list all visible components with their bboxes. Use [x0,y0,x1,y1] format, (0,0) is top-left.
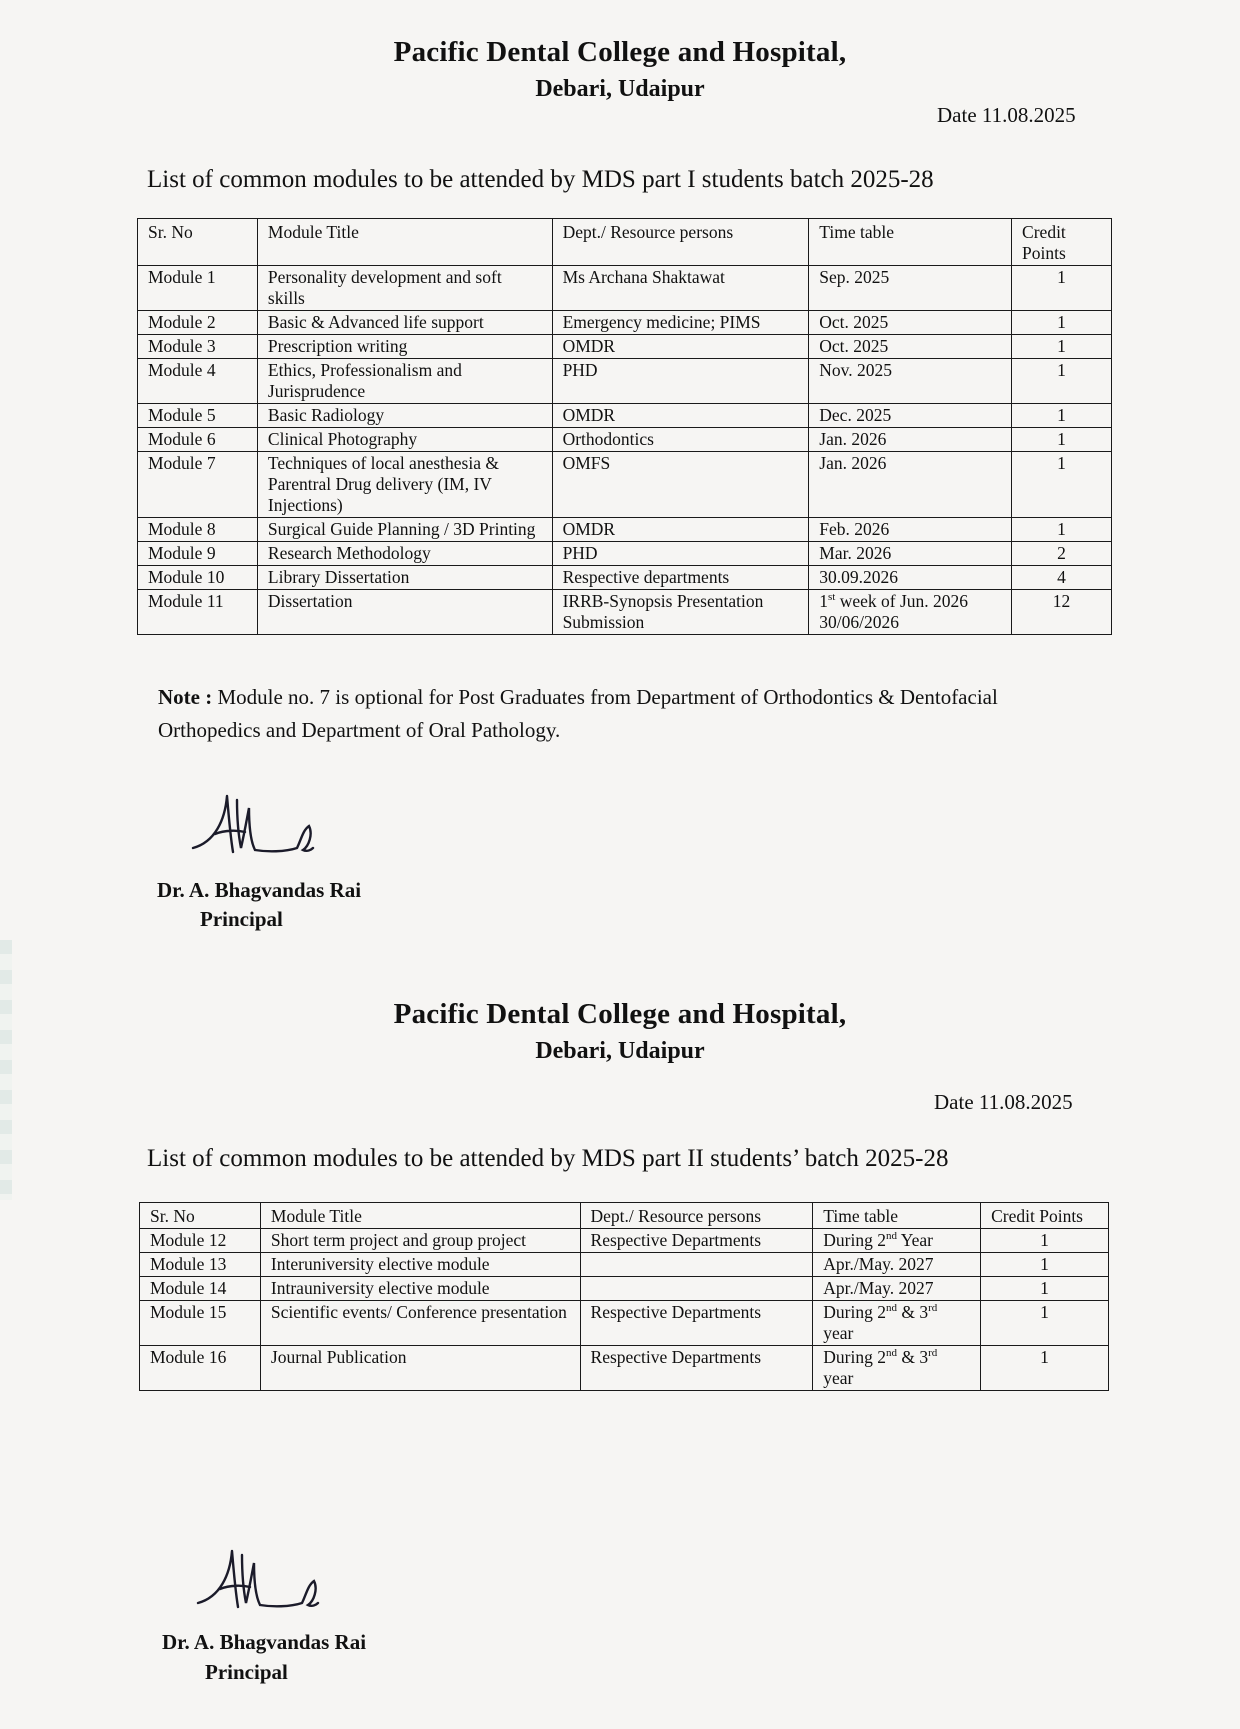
column-header: Time table [813,1203,981,1229]
table-row [138,452,1112,518]
time-table-cell: Apr./May. 2027 [813,1277,981,1301]
time-table-cell: Oct. 2025 [809,311,1012,335]
table-row [140,1277,1109,1301]
table-header-row [138,219,1112,266]
time-table-cell: Dec. 2025 [809,404,1012,428]
signatory-name: Dr. A. Bhagvandas Rai [162,1630,367,1654]
institution-name: Pacific Dental College and Hospital, [393,36,847,68]
sr-no-cell: Module 9 [138,542,258,566]
credit-cell: 1 [981,1277,1109,1301]
sr-no-cell: Module 10 [138,566,258,590]
list-title: List of common modules to be attended by MDS part II students’ batch 2025-28 [147,1145,949,1172]
module-title-cell: Clinical Photography [257,428,552,452]
credit-cell: 2 [1012,542,1112,566]
modules-table [139,1202,1109,1391]
credit-cell: 1 [1012,404,1112,428]
dept-cell: Respective Departments [580,1346,813,1391]
dept-cell: Respective Departments [580,1229,813,1253]
column-header: Module Title [260,1203,580,1229]
institution-name: Pacific Dental College and Hospital, [393,998,847,1030]
credit-cell: 4 [1012,566,1112,590]
table-row [138,518,1112,542]
sr-no-cell: Module 11 [138,590,258,635]
sr-no-cell: Module 4 [138,359,258,404]
table-row [138,359,1112,404]
time-table-cell: Feb. 2026 [809,518,1012,542]
principal-signature [190,1545,350,1625]
table-row [138,335,1112,359]
module-title-cell: Dissertation [257,590,552,635]
table-row [140,1229,1109,1253]
time-table-cell: During 2nd & 3rd year [813,1301,981,1346]
dept-cell: IRRB-Synopsis Presentation Submission [552,590,809,635]
credit-cell: 1 [981,1229,1109,1253]
principal-signature [185,790,345,870]
table-row [140,1301,1109,1346]
module-title-cell: Research Methodology [257,542,552,566]
sr-no-cell: Module 8 [138,518,258,542]
table-row [138,542,1112,566]
time-table-cell: 1st week of Jun. 2026 30/06/2026 [809,590,1012,635]
module-title-cell: Short term project and group project [260,1229,580,1253]
module-title-cell: Library Dissertation [257,566,552,590]
sr-no-cell: Module 3 [138,335,258,359]
column-header: Dept./ Resource persons [580,1203,813,1229]
column-header: Time table [809,219,1012,266]
credit-cell: 1 [1012,518,1112,542]
column-header: Credit Points [1012,219,1112,266]
table-row [138,311,1112,335]
column-header: Credit Points [981,1203,1109,1229]
time-table-cell: Apr./May. 2027 [813,1253,981,1277]
credit-cell: 1 [1012,311,1112,335]
note-text: Module no. 7 is optional for Post Graduates from Department of Orthodontics & Dentofacial Orthopedics and Department of Oral Pathology. [158,685,998,742]
dept-cell: OMFS [552,452,809,518]
time-table-cell: During 2nd & 3rd year [813,1346,981,1391]
column-header: Sr. No [140,1203,261,1229]
credit-cell: 1 [1012,359,1112,404]
module-title-cell: Scientific events/ Conference presentation [260,1301,580,1346]
sr-no-cell: Module 13 [140,1253,261,1277]
credit-cell: 12 [1012,590,1112,635]
module-title-cell: Surgical Guide Planning / 3D Printing [257,518,552,542]
time-table-cell: Jan. 2026 [809,428,1012,452]
note [158,681,1098,747]
signatory-title: Principal [200,907,283,931]
signatory-name: Dr. A. Bhagvandas Rai [157,878,362,902]
dept-cell: Ms Archana Shaktawat [552,266,809,311]
list-title: List of common modules to be attended by MDS part I students batch 2025-28 [147,166,934,193]
table-row [140,1346,1109,1391]
note-label: Note : [158,685,213,709]
sr-no-cell: Module 12 [140,1229,261,1253]
dept-cell [580,1277,813,1301]
module-title-cell: Journal Publication [260,1346,580,1391]
module-title-cell: Basic Radiology [257,404,552,428]
dept-cell: OMDR [552,518,809,542]
time-table-cell: Oct. 2025 [809,335,1012,359]
time-table-cell: During 2nd Year [813,1229,981,1253]
sr-no-cell: Module 16 [140,1346,261,1391]
credit-cell: 1 [1012,335,1112,359]
sr-no-cell: Module 1 [138,266,258,311]
credit-cell: 1 [981,1301,1109,1346]
table-row [140,1253,1109,1277]
time-table-cell: Nov. 2025 [809,359,1012,404]
dept-cell [580,1253,813,1277]
dept-cell: Respective Departments [580,1301,813,1346]
credit-cell: 1 [1012,266,1112,311]
dept-cell: Respective departments [552,566,809,590]
time-table-cell: 30.09.2026 [809,566,1012,590]
table-row [138,428,1112,452]
dept-cell: PHD [552,359,809,404]
credit-cell: 1 [981,1346,1109,1391]
sr-no-cell: Module 2 [138,311,258,335]
sr-no-cell: Module 14 [140,1277,261,1301]
table-row [138,590,1112,635]
institution-place: Debari, Udaipur [535,1038,705,1064]
sr-no-cell: Module 7 [138,452,258,518]
credit-cell: 1 [1012,452,1112,518]
module-title-cell: Interuniversity elective module [260,1253,580,1277]
dept-cell: Emergency medicine; PIMS [552,311,809,335]
module-title-cell: Prescription writing [257,335,552,359]
table-row [138,566,1112,590]
sr-no-cell: Module 5 [138,404,258,428]
table-row [138,266,1112,311]
document-date: Date 11.08.2025 [934,1090,1073,1114]
table-header-row [140,1203,1109,1229]
dept-cell: PHD [552,542,809,566]
table-row [138,404,1112,428]
module-title-cell: Techniques of local anesthesia & Parentral Drug delivery (IM, IV Injections) [257,452,552,518]
module-title-cell: Intrauniversity elective module [260,1277,580,1301]
module-title-cell: Personality development and soft skills [257,266,552,311]
institution-place: Debari, Udaipur [535,76,705,102]
column-header: Sr. No [138,219,258,266]
credit-cell: 1 [981,1253,1109,1277]
module-title-cell: Basic & Advanced life support [257,311,552,335]
sr-no-cell: Module 15 [140,1301,261,1346]
credit-cell: 1 [1012,428,1112,452]
dept-cell: OMDR [552,335,809,359]
sr-no-cell: Module 6 [138,428,258,452]
document-date: Date 11.08.2025 [937,103,1076,127]
document-part-2 [0,960,1240,1729]
column-header: Dept./ Resource persons [552,219,809,266]
column-header: Module Title [257,219,552,266]
time-table-cell: Jan. 2026 [809,452,1012,518]
time-table-cell: Mar. 2026 [809,542,1012,566]
time-table-cell: Sep. 2025 [809,266,1012,311]
signatory-title: Principal [205,1660,288,1684]
module-title-cell: Ethics, Professionalism and Jurisprudence [257,359,552,404]
dept-cell: Orthodontics [552,428,809,452]
dept-cell: OMDR [552,404,809,428]
modules-table [137,218,1112,635]
